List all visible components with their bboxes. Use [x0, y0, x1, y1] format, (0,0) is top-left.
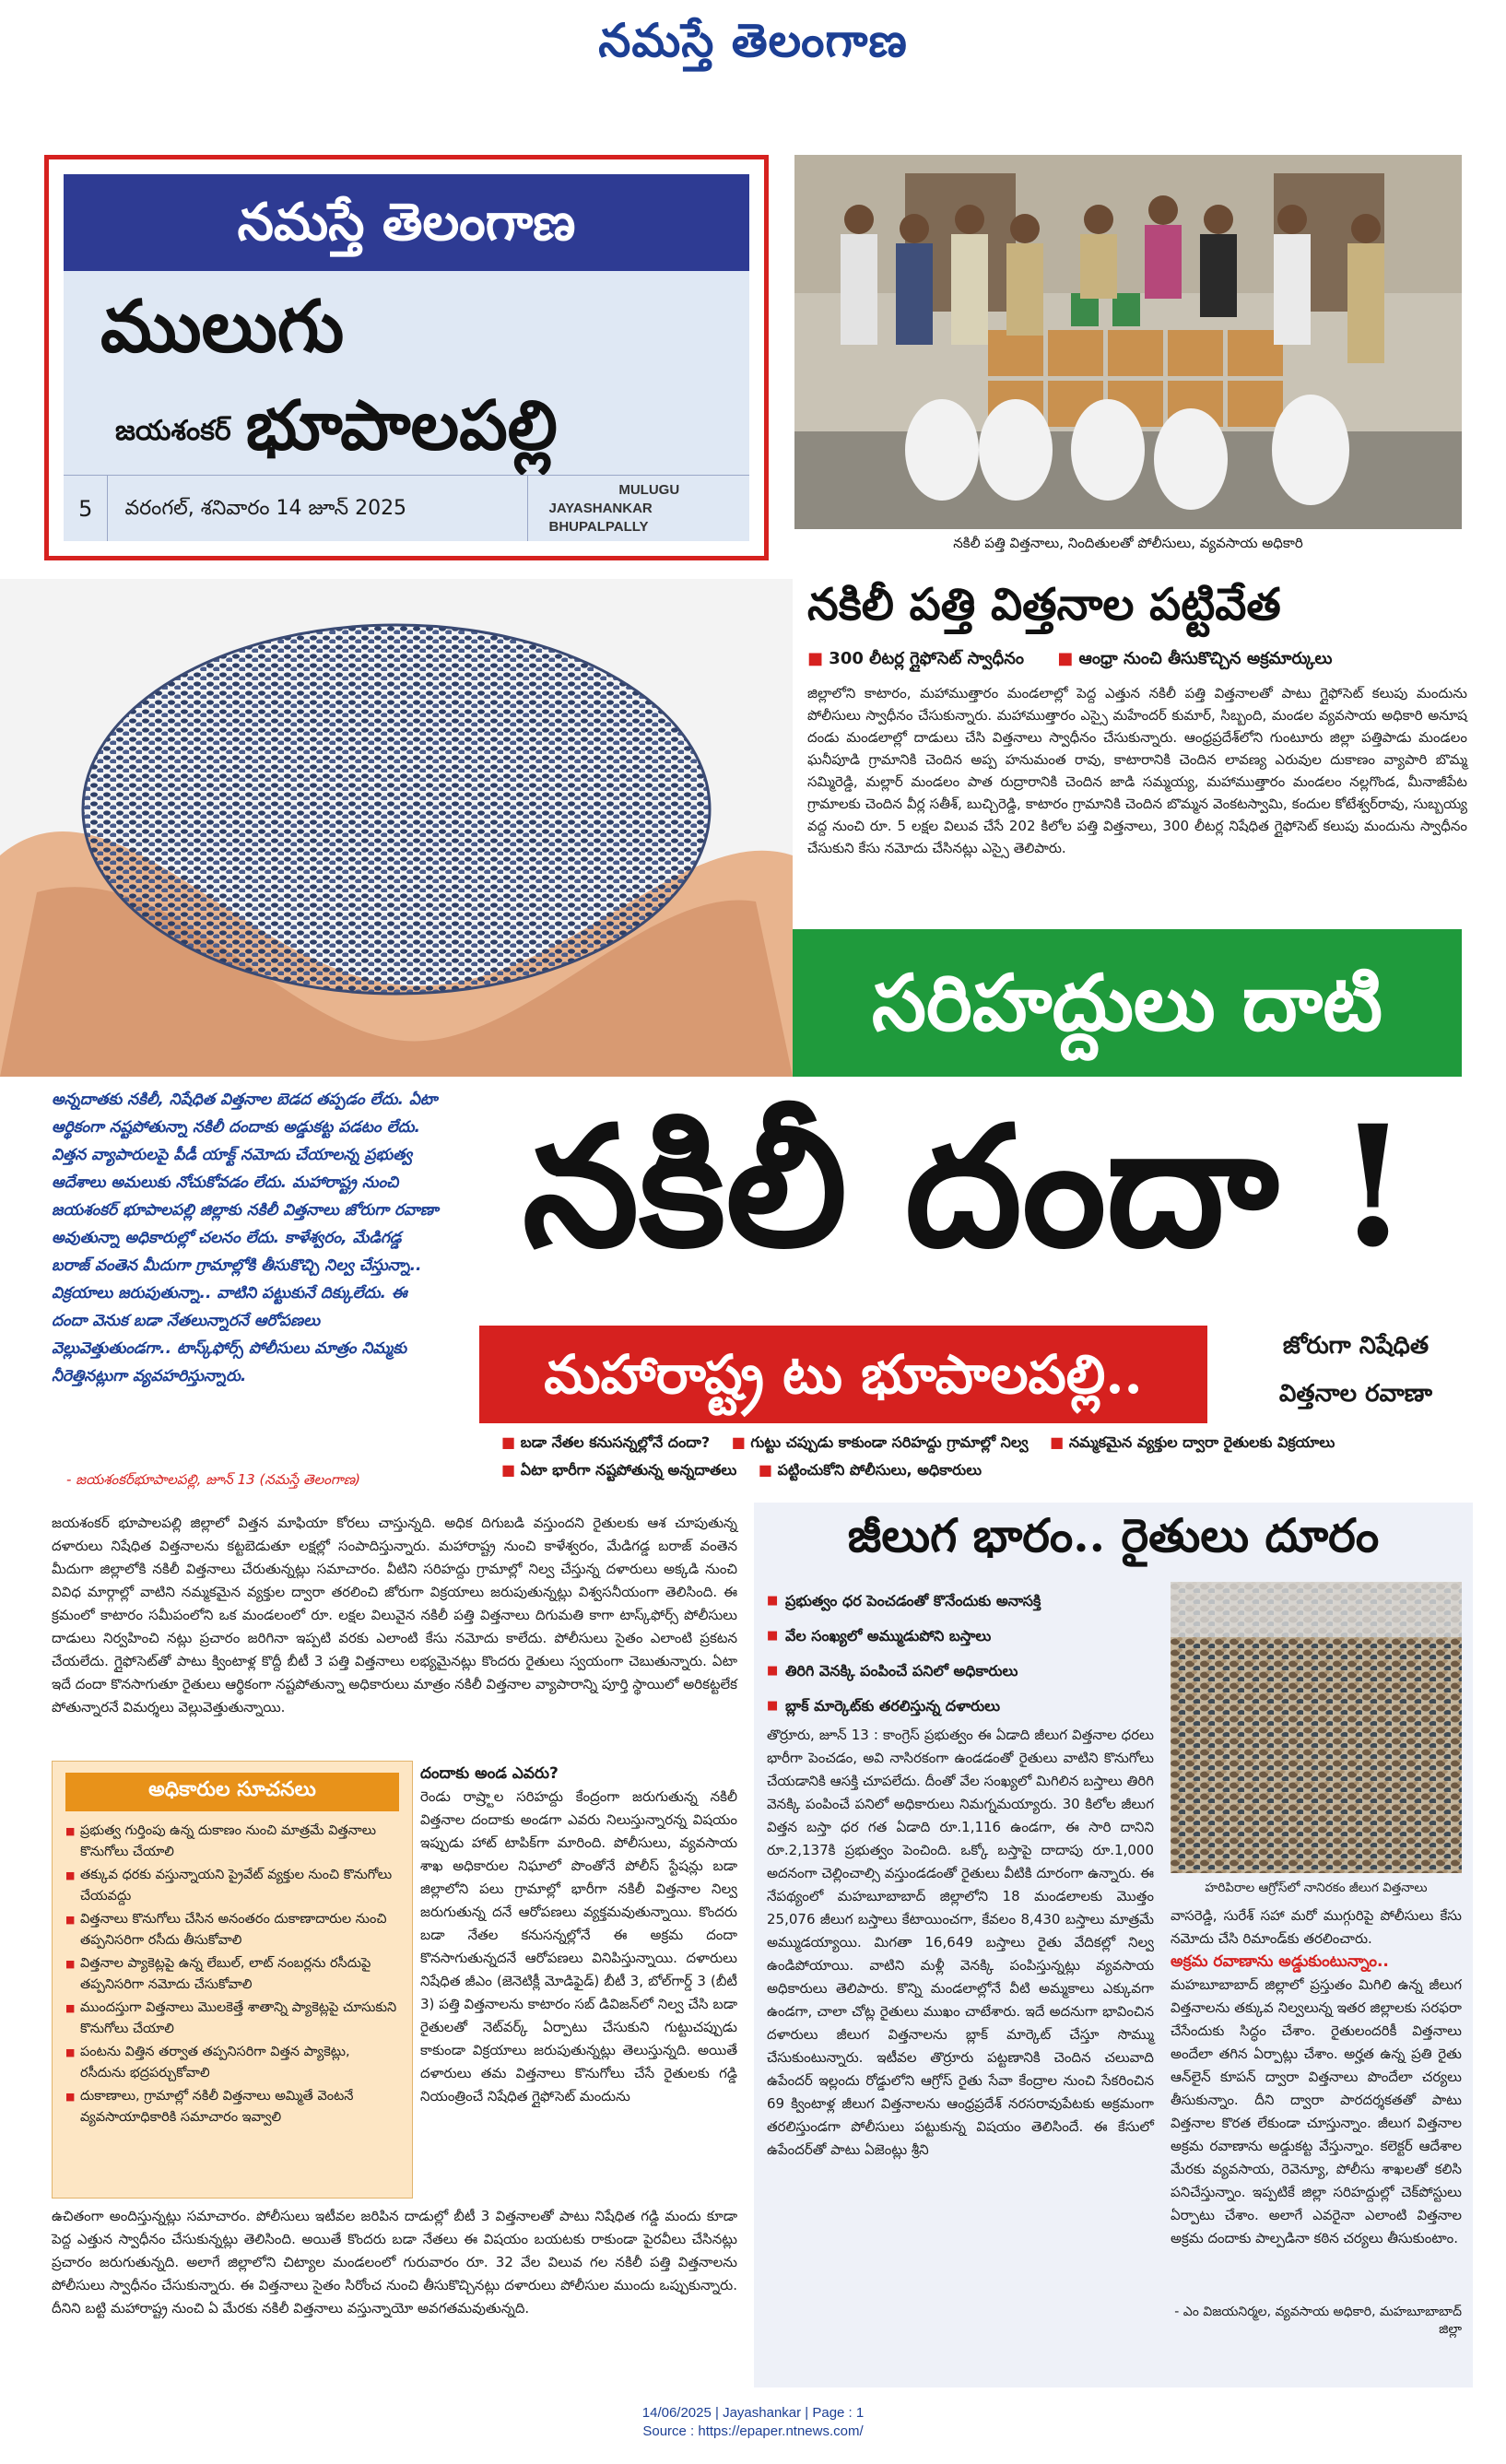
question-subhead: దందాకు అండ ఎవరు?	[420, 1764, 559, 1783]
side-article-right-body-1: వాసరెడ్డి, సురేశ్ సహా మరో ముగ్గురిపై పోలీసులు కేసు నమోదు చేసి రిమాండ్‌కు తరలించారు.	[1171, 1907, 1462, 1947]
bullet-item	[759, 1456, 982, 1484]
advice-item: ■ ప్రభుత్వ గుర్తింపు ఉన్న దుకాణం నుంచి మాత్రమే విత్తనాలు కొనుగోలు చేయాలి	[65, 1821, 399, 1863]
bullet-item	[1050, 1429, 1335, 1456]
jeelugu-photo-caption: హరిపిరాల ఆగ్రోస్‌లో నానిరకం జీలుగ విత్తనాలు	[1205, 1880, 1428, 1895]
police-photo	[794, 155, 1462, 529]
police-photo-caption: నకిలీ పత్తి విత్తనాలు, నిందితులతో పోలీసులు, వ్యవసాయ అధికారి	[953, 535, 1303, 551]
intro-text: అన్నదాతకు నకిలీ, నిషేధిత విత్తనాల బెడద తప్పడం లేదు. ఏటా ఆర్థికంగా నష్టపోతున్నా నకిలీ దందాకు అడ్డుకట్ట పడటం లేదు. విత్తన వ్యాపారులపై పీడీ యాక్ట్ నమోదు చేయాలన్న ప్రభుత్వ ఆదేశాలు అమలుకు నోచుకోవడం లేదు. మహారాష్ట్ర నుంచి జయశంకర్ భూపాలపల్లి జిల్లాకు నకిలీ విత్తనాలు జోరుగా రవాణా అవుతున్నా అధికారుల్లో చలనం లేదు. కాళేశ్వరం, మేడిగడ్డ బరాజ్ వంతెన మీదుగా గ్రామాల్లోకి తీసుకొచ్చి నిల్వ చేస్తున్నా.. విక్రయాలు జరుపుతున్నా.. వాటిని పట్టుకునే దిక్కులేదు. ఈ దందా వెనుక బడా నేతలున్నారనే ఆరోపణలు వెల్లువెత్తుతుండగా.. టాస్క్‌ఫోర్స్ పోలీసులు మాత్రం నిమ్మకు నీరెత్తినట్లుగా వ్యవహరిస్తున్నారు.	[52, 1091, 439, 1385]
bullet-square-icon: ■	[1050, 1433, 1065, 1451]
police-photo-illustration	[794, 155, 1462, 529]
main-article-bottom: ఉచితంగా అందిస్తున్నట్లు సమాచారం. పోలీసులు ఇటీవల జరిపిన దాడుల్లో బీటీ 3 విత్తనాలతో పాటు నిషేధిత గడ్డి మందు కూడా పెద్ద ఎత్తున స్వాధీనం చేసుకున్నట్లు తెలిసింది. అయితే కొందరు బడా నేతలు ఈ విషయం బయటకు రాకుండా పైరవీలు చేసినట్లు ప్రచారం జరుగుతున్నది. అలాగే జిల్లాలోని చిట్యాల మండలంలో గురువారం రూ. 32 వేల విలువ గల నకిలీ పత్తి విత్తనాలను పోలీసులు స్వాధీనం చేసుకున్నారు. ఈ విత్తనాలు సైతం సిరోంచ నుంచి తీసుకొచ్చినట్లు దళారులు పోలీసుల ముందు ఒప్పుకున్నారు. దీనిని బట్టి మహారాష్ట్ర నుంచి ఏ మేరకు నకిలీ విత్తనాలు వస్తున్నాయో అవగతమవుతున్నది.	[52, 2208, 737, 2317]
advice-item: ■ విత్తనాల ప్యాకెట్లపై ఉన్న లేబుల్, లాట్ నంబర్లను రసీదుపై తప్పనిసరిగా నమోదు చేసుకోవాలి	[65, 1953, 399, 1996]
edition-box	[44, 155, 769, 560]
red-side-line2: విత్తనాల రవాణా	[1278, 1380, 1433, 1408]
edition-subdistrict-name: భూపాలపల్లి	[245, 386, 558, 466]
bullet-item	[732, 1429, 1029, 1456]
story1-bullet-2-text: ఆంధ్రా నుంచి తీసుకొచ్చిన అక్రమార్కులు	[1078, 649, 1333, 668]
main-article-right-body: రెండు రాష్ర్టాల సరిహద్దు కేంద్రంగా జరుగుతున్న నకిలీ విత్తనాల దందాకు అండగా ఎవరు నిలుస్తున్నారన్న విషయం ఇప్పుడు హాట్ టాపిక్‌గా మారింది. పోలీసులు, వ్యవసాయ శాఖ అధికారుల నిఘాలో పొంతోనే పోలీస్ స్టేషన్లు బడా జిల్లాలోని పలు గ్రామాల్లో భారీగా నకిలీ విత్తనాల నిల్వ జరుగుతున్న దనే ఆరోపణలు వ్యక్తమవుతున్నాయి. కొందరు బడా నేతల కనుసన్నల్లోనే ఈ అక్రమ దందా కొనసాగుతున్నదనే ఆరోపణలు వినిపిస్తున్నాయి. దళారులు నిషేధిత జీఎం (జెనెటిక్లీ మోడిఫైడ్) బీటీ 3, బోల్‌గార్డ్ 3 (బీటీ 3) పత్తి విత్తనాలను కాటారం సబ్ డివిజన్‌లో నిల్వ చేసి బడా రైతులతో నెట్‌వర్క్ ఏర్పాటు చేసుకుని గుట్టుచప్పుడు కాకుండా విక్రయాలు జరుపుతున్నట్లు తెలుస్తున్నది. అయితే దళారులు తమ విత్తనాలు కొనుగోలు చేసే రైతులకు గడ్డి నియంత్రించే నిషేధిత గ్లైఫోసెట్ మందును	[420, 1788, 737, 2104]
jeelugu-seeds-photo	[1171, 1582, 1462, 1873]
advice-item: ■ పంటను విత్తిన తర్వాత తప్పనిసరిగా విత్తన ప్యాకెట్లు, రసీదును భద్రపర్చుకోవాలి	[65, 2042, 399, 2084]
side-subhead: అక్రమ రవాణాను అడ్డుకుంటున్నాం..	[1171, 1952, 1389, 1971]
bullet-square-icon: ■	[1057, 649, 1074, 668]
bullet-item	[501, 1429, 710, 1456]
side-credit: - ఎం విజయనిర్మల, వ్యవసాయ అధికారి, మహబూబాబాద్ జిల్లా	[1174, 2305, 1462, 2337]
story1-bullet-1-text: 300 లీటర్ల గ్లైఫోసెట్ స్వాధీనం	[829, 649, 1024, 668]
date-line: వరంగల్, శనివారం 14 జూన్ 2025	[108, 476, 528, 541]
seeds-photo	[0, 579, 793, 1077]
seeds-in-hands-illustration	[0, 579, 793, 1077]
green-banner: సరిహద్దులు దాటి	[793, 929, 1462, 1077]
edition-name-en	[528, 481, 749, 536]
red-banner: మహారాష్ట్ర టు భూపాలపల్లి..	[479, 1326, 1207, 1423]
story1-bullets	[807, 649, 1471, 672]
edition-panel	[64, 174, 749, 541]
story1-bullet-2	[1057, 649, 1332, 668]
advice-item: ■ ముందస్తుగా విత్తనాలు మొలకెత్తే శాతాన్ని ప్యాకెట్లపై చూసుకుని కొనుగోలు చేయాలి	[65, 1998, 399, 2040]
edition-paper-name: నమస్తే తెలంగాణ	[64, 174, 749, 271]
main-article-top: జయశంకర్ భూపాలపల్లి జిల్లాలో విత్తన మాఫియా కోరలు చాస్తున్నది. అధిక దిగుబడి వస్తుందని రైతులకు ఆశ చూపుతున్న దళారులు నిషేధిత విత్తనాలను కట్టబెడుతూ లక్షల్లో సంపాదిస్తున్నారు. మహారాష్ట్ర నుంచి కాళేశ్వరం, మేడిగడ్డ బరాజ్ వంతెన మీదుగా జిల్లాలోకి నకిలీ విత్తనాలు చేరుతున్నట్లు సమాచారం. వీటిని సరిహద్దు గ్రామాల్లో నిల్వ చేస్తున్న దళారులు అక్కడి నుంచి వివిధ మార్గాల్లో వాటిని నమ్మకమైన వ్యక్తుల ద్వారా తరలించి జోరుగా విక్రయాలు జరుపుతున్నట్లు విశ్వసనీయంగా తెలిసింది. ఈ క్రమంలో కాటారం సమీపంలోని ఒక మండలంలో రూ. లక్షల విలువైన నకిలీ పత్తి విత్తనాలు దిగుమతి కాగా టాస్క్‌ఫోర్స్ పోలీసులు దాడులు నిర్వహించి నట్లు ప్రచారం జరిగినా ఇప్పటి వరకు ఎలాంటి కేసు నమోదు కాలేదు. పోలీసులు సైతం ఎలాంటి ప్రకటన చేయలేదు. గ్లైఫోసెట్‌తో పాటు క్వింటాళ్ల కొద్దీ బీటీ 3 పత్తి విత్తనాలు లభ్యమైనట్లు కొందరు రైతులు స్వయంగా చెబుతున్నారు. ఏటా ఇదే దందా కొనసాగుతూ రైతులు ఆర్థికంగా నష్టపోతున్నా అధికారులు మాత్రం నకిలీ విత్తనాల వ్యాపారాన్ని పూర్తి స్థాయిలో అరికట్టలేక పోతున్నారనే విమర్శలు వెల్లువెత్తుతున్నాయి.	[52, 1515, 737, 1715]
side-story-headline: జీలుగ భారం.. రైతులు దూరం	[847, 1508, 1380, 1562]
masthead	[0, 0, 1506, 83]
bullet-text: ఏటా భారీగా నష్టపోతున్న అన్నదాతలు	[520, 1461, 737, 1479]
edition-strip	[64, 475, 749, 541]
story1-bullet-1	[807, 649, 1024, 668]
red-side-line1: జోరుగా నిషేధిత	[1282, 1332, 1430, 1360]
bullet-text: గుట్టు చప్పుడు కాకుండా సరిహద్దు గ్రామాల్లో నిల్వ	[750, 1433, 1029, 1451]
side-article-right	[1171, 1904, 1462, 2250]
side-bullet: ■ బ్లాక్ మార్కెట్‌కు తరలిస్తున్న దళారులు	[767, 1689, 1154, 1724]
side-bullet: ■ తిరిగి వెనక్కి పంపించే పనిలో అధికారులు	[767, 1654, 1154, 1689]
side-story-bullets	[767, 1584, 1154, 1724]
side-article-right-body-2: మహబూబాబాద్ జిల్లాలో ప్రస్తుతం మిగిలి ఉన్న జీలుగ విత్తనాలను తక్కువ నిల్వలున్న ఇతర జిల్లాలకు సరఫరా చేసేందుకు సిద్ధం చేశాం. రైతులందరికీ విత్తనాలు అందేలా తగిన ఏర్పాట్లు చేశాం. అర్హత ఉన్న ప్రతి రైతు ఆన్‌లైన్ కూపన్ ద్వారా విత్తనాలు పొందేలా చర్యలు తీసుకున్నాం. దీని ద్వారా పారదర్శకతతో పాటు విత్తనాల కొరత లేకుండా చూస్తున్నాం. జీలుగ విత్తనాల అక్రమ రవాణాను అడ్డుకట్ట వేస్తున్నాం. కలెక్టర్ ఆదేశాల మేరకు వ్యవసాయ, రెవెన్యూ, పోలీసు శాఖలతో కలిసి పనిచేస్తున్నాం. ఇప్పటికే జిల్లా సరిహద్దుల్లో చెక్‌పోస్టులు ఏర్పాటు చేశాం. అలాగే ఎవరైనా ఎలాంటి విత్తనాల అక్రమ దందాకు పాల్పడినా కఠిన చర్యలు తీసుకుంటాం.	[1171, 1976, 1462, 2246]
big-headline: నకిలీ దందా !	[522, 1090, 1410, 1284]
bullet-square-icon: ■	[501, 1433, 516, 1451]
jeelugu-seeds-illustration	[1171, 1582, 1462, 1873]
bullet-text: బడా నేతల కనుసన్నల్లోనే దందా?	[520, 1433, 711, 1451]
officers-advice-title: అధికారుల సూచనలు	[65, 1773, 399, 1811]
edition-name-en-line1: MULUGU	[618, 481, 680, 498]
edition-district: ములుగు	[100, 285, 345, 369]
bullet-square-icon: ■	[758, 1461, 773, 1479]
page-number: 5	[64, 476, 108, 541]
story1-body: జిల్లాలోని కాటారం, మహాముత్తారం మండలాల్లో పెద్ద ఎత్తున నకిలీ పత్తి విత్తనాలతో పాటు గ్లైఫోసెట్ కలుపు మందును పోలీసులు స్వాధీనం చేసుకున్నారు. మహాముత్తారం ఎస్సై మహేందర్ కుమార్, సిబ్బంది, మండల వ్యవసాయ అధికారి అనూష దండు మండలాల్లో దాడులు చేసి విత్తనాలు స్వాధీనం చేసుకున్నారు. ఆంధ్రప్రదేశ్‌లోని గుంటూరు జిల్లా పత్తిపాడు మండలం ఘనీపూడి గ్రామానికి చెందిన అప్ప హనుమంత రావు, కాటారానికి చెందిన లావణ్య ఎరువుల దుకాణం వ్యాపారి బొమ్మ సమ్మిరెడ్డి, మల్లార్ మండలం పాత రుద్రారానికి చెందిన జాడి సమ్మయ్య, మహాముత్తారం మండలం నల్లగొండ, మీనాజీపేట గ్రామాలకు చెందిన వీర్ల సతీశ్, బుచ్చిరెడ్డి, కాటారం గ్రామానికి చెందిన బొమ్మన వెంకటస్వామి, కందుల కోటేశ్వర్‌రావు, సుబ్బయ్య వద్ద నుంచి రూ. 5 లక్షల విలువ చేసే 202 కిలోల పత్తి విత్తనాలు, 300 లీటర్ల నిషేధిత గ్లైఫోసెట్ కలుపు మందును స్వాధీనం చేసుకుని కేసు నమోదు చేసినట్లు ఎస్సై తెలిపారు.	[807, 685, 1467, 856]
red-banner-side	[1222, 1322, 1489, 1418]
edition-name-en-line2: JAYASHANKAR BHUPALPALLY	[548, 500, 653, 535]
footer-date-edition: 14/06/2025 | Jayashankar | Page : 1	[641, 2405, 865, 2421]
edition-subdistrict	[115, 386, 558, 482]
advice-item: ■ విత్తనాలు కొనుగోలు చేసిన అనంతరం దుకాణాదారుల నుంచి తప్పనిసరిగా రసీదు తీసుకోవాలి	[65, 1909, 399, 1951]
advice-item: ■ తక్కువ ధరకు వస్తున్నాయని ప్రైవేట్ వ్యక్తుల నుంచి కొనుగోలు చేయవద్దు	[65, 1865, 399, 1907]
intro-credit: - జయశంకర్‌భూపాలపల్లి, జూన్ 13 (నమస్తే తెలంగాణ)	[66, 1471, 360, 1488]
footer-source: Source : https://epaper.ntnews.com/	[642, 2423, 864, 2439]
side-article-left: తొర్రూరు, జూన్ 13 : కాంగ్రెస్ ప్రభుత్వం ఈ ఏడాది జీలుగ విత్తనాల ధరలు భారీగా పెంచడం, అవి నాసిరకంగా ఉండడంతో రైతులు వాటిని కొనుగోలు చేయడానికి ఆసక్తి చూపలేదు. దీంతో వేల సంఖ్యలో మిగిలిన బస్తాలు తిరిగి వెనక్కి పంపించే పనిలో అధికారులు నిమగ్నమయ్యారు. 30 కిలోల జీలుగ విత్తన బస్తా ధర గత ఏడాది రూ.1,116 ఉండగా, ఈ సారి దానిని రూ.2,137కి ప్రభుత్వం పెంచింది. ఒక్కో బస్తాపై దాదాపు రూ.1,000 అదనంగా చెల్లించాల్సి వస్తుండడంతో రైతులు వీటికి దూరంగా ఉన్నారు. ఈ నేపథ్యంలో మహబూబాబాద్ జిల్లాలోని 18 మండలాలకు మొత్తం 25,076 జీలుగ బస్తాలు కేటాయించగా, కేవలం 8,430 బస్తాలు మాత్రమే అమ్ముడయ్యాయి. మిగతా 16,649 బస్తాలు రైతు వేదికల్లో నిల్వ ఉండిపోయాయి. వాటిని మళ్లీ వెనక్కి పంపిస్తున్నట్లు వ్యవసాయ అధికారులు తెలిపారు. కొన్ని మండలాల్లోనే వీటి అమ్మకాలు ఎక్కువగా ఉండగా, చాలా చోట్ల రైతులు ముఖం చాటేశారు. ఇదే అదనుగా భావించిన దళారులు జీలుగ విత్తనాలను బ్లాక్ మార్కెట్ చేస్తూ సొమ్ము చేసుకుంటున్నారు. ఇటీవల తొర్రూరు పట్టణానికి చెందిన చలువాది ఉపేందర్ ఇల్లందు రోడ్డులోని ఆగ్రోస్ రైతు సేవా కేంద్రాల నుంచి సేకరించిన 69 క్వింటాళ్ల జీలుగ విత్తనాలను ఆంధ్రప్రదేశ్ నరసరావుపేటకు అక్రమంగా తరలిస్తుండగా పోలీసులు పట్టుకున్న విషయం తెలిసిందే. ఈ కేసులో ఉపేందర్‌తో పాటు ఏజెంట్లు శ్రీని	[767, 1727, 1154, 2158]
story1-headline: నకిలీ పత్తి విత్తనాల పట్టివేత	[807, 579, 1281, 631]
bullets-row	[501, 1429, 1478, 1484]
side-bullet: ■ ప్రభుత్వం ధర పెంచడంతో కొనేందుకు అనాసక్తి	[767, 1584, 1154, 1619]
advice-item: ■ దుకాణాలు, గ్రామాల్లో నకిలీ విత్తనాలు అమ్మితే వెంటనే వ్యవసాయాధికారికి సమాచారం ఇవ్వాలి	[65, 2086, 399, 2128]
main-article-right	[420, 1763, 737, 2108]
bullet-square-icon: ■	[501, 1461, 516, 1479]
bullet-item	[501, 1456, 736, 1484]
side-bullet: ■ వేల సంఖ్యలో అమ్ముడుపోని బస్తాలు	[767, 1619, 1154, 1654]
bullet-text: పట్టించుకోని పోలీసులు, అధికారులు	[777, 1461, 982, 1479]
masthead-title: నమస్తే తెలంగాణ	[598, 13, 908, 67]
bullet-text: నమ్మకమైన వ్యక్తుల ద్వారా రైతులకు విక్రయాలు	[1068, 1433, 1335, 1451]
officers-advice-box	[52, 1761, 413, 2199]
edition-subdistrict-prefix: జయశంకర్	[115, 415, 231, 447]
bullet-square-icon: ■	[731, 1433, 746, 1451]
bullet-square-icon: ■	[807, 649, 824, 668]
footer	[0, 2404, 1506, 2441]
